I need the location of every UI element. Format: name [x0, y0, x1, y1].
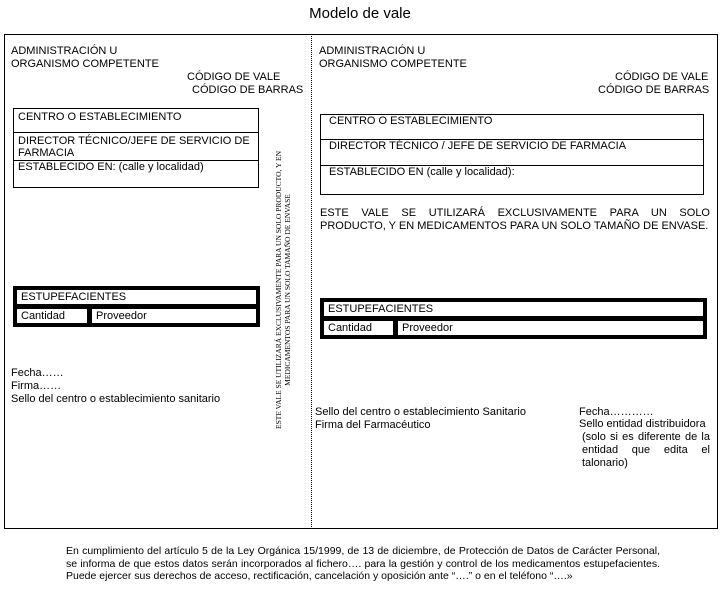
left-codigo-barras: CÓDIGO DE BARRAS [192, 84, 304, 96]
vertical-notice [263, 130, 303, 450]
right-proveedor-field[interactable]: Proveedor [397, 320, 704, 336]
left-establishment-box [13, 108, 259, 188]
left-sello: Sello del centro o establecimiento sanitario [11, 393, 221, 405]
right-director-field[interactable]: DIRECTOR TÉCNICO / JEFE DE SERVICIO DE FARMACIA [321, 140, 703, 166]
right-estupefacientes-label: ESTUPEFACIENTES [323, 301, 704, 317]
right-sello-entidad: Sello entidad distribuidora [579, 418, 706, 430]
right-estupefacientes-box [320, 298, 707, 339]
right-codigo-vale: CÓDIGO DE VALE [615, 71, 709, 83]
right-fecha: Fecha………… [579, 406, 654, 418]
left-firma: Firma…… [11, 380, 62, 392]
left-establecido-field[interactable]: ESTABLECIDO EN: (calle y localidad) [18, 161, 204, 173]
right-establecido-field[interactable]: ESTABLECIDO EN (calle y localidad): [329, 166, 515, 178]
data-protection-footer: En cumplimiento del artículo 5 de la Ley Orgánica 15/1999, de 13 de diciembre, de Protección de Datos de Carácter Personal, se informa de que estos datos serán incorporados al fichero…. para la gestión y control de los medicamentos estupefacientes. Puede ejercer sus derechos de acceso, rectificación, cancelación y oposición ante “….” o en el teléfono “….» [66, 545, 660, 582]
right-establishment-box [320, 114, 704, 195]
page-title: Modelo de vale [309, 5, 411, 22]
left-centro-field[interactable]: CENTRO O ESTABLECIMIENTO [14, 109, 258, 133]
right-sello-entidad-note: (solo si es diferente de la entidad que edita el talonario) [582, 431, 710, 469]
left-director-field[interactable]: DIRECTOR TÉCNICO/JEFE DE SERVICIO DE FARMACIA [14, 133, 258, 161]
left-proveedor-field[interactable]: Proveedor [91, 308, 257, 324]
right-firma-farmaceutico: Firma del Farmacéutico [315, 419, 431, 431]
vertical-notice-text: ESTE VALE SE UTILIZARÁ EXCLUSIVAMENTE PARA UN SOLO PRODUCTO, Y EN MEDICAMENTOS PARA UN SOLO TAMAÑO DE ENVASE [274, 151, 292, 430]
left-estupefacientes-label: ESTUPEFACIENTES [16, 289, 257, 305]
right-admin-line1: ADMINISTRACIÓN U [319, 45, 426, 57]
left-estupefacientes-box [13, 286, 260, 327]
right-sello-centro: Sello del centro o establecimiento Sanitario [315, 406, 526, 418]
left-codigo-vale: CÓDIGO DE VALE [187, 71, 281, 83]
right-centro-field[interactable]: CENTRO O ESTABLECIMIENTO [321, 115, 703, 140]
left-fecha: Fecha…… [11, 367, 64, 379]
right-admin-line2: ORGANISMO COMPETENTE [319, 58, 467, 70]
right-codigo-barras: CÓDIGO DE BARRAS [598, 84, 710, 96]
cut-line-divider [311, 34, 312, 529]
left-admin-line1: ADMINISTRACIÓN U [11, 45, 118, 57]
right-notice: ESTE VALE SE UTILIZARÁ EXCLUSIVAMENTE PARA UN SOLO PRODUCTO, Y EN MEDICAMENTOS PARA UN SOLO TAMAÑO DE ENVASE. [320, 207, 710, 232]
left-cantidad-field[interactable]: Cantidad [16, 308, 88, 324]
left-admin-line2: ORGANISMO COMPETENTE [11, 58, 159, 70]
right-cantidad-field[interactable]: Cantidad [323, 320, 394, 336]
